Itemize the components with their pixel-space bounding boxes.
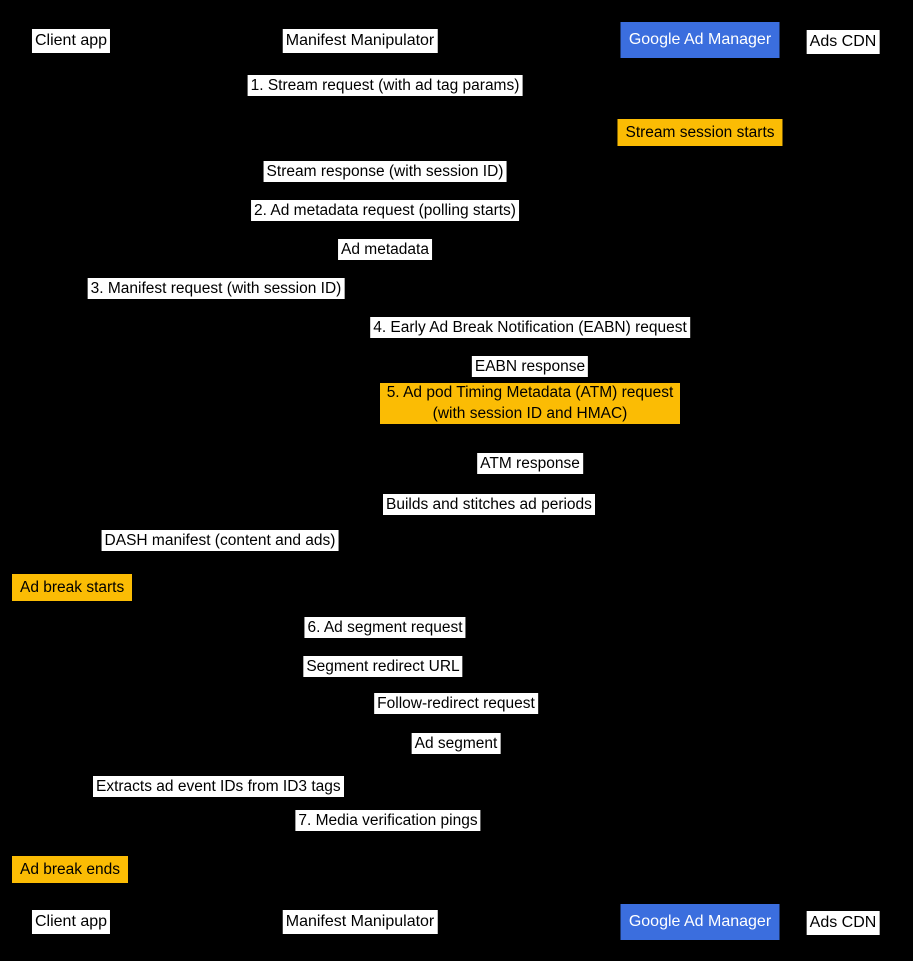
- message-stream-response: Stream response (with session ID): [264, 161, 507, 182]
- message-ad-metadata: Ad metadata: [338, 239, 432, 260]
- note-ad-break-ends: Ad break ends: [12, 856, 128, 883]
- message-media-verification-pings: 7. Media verification pings: [295, 810, 480, 831]
- message-follow-redirect-request: Follow-redirect request: [374, 693, 538, 714]
- lifeline-manifest-manipulator: [360, 58, 361, 904]
- lifeline-client-app: [71, 58, 72, 904]
- message-ad-segment-request: 6. Ad segment request: [304, 617, 465, 638]
- participant-bottom-ads-cdn: Ads CDN: [807, 911, 880, 935]
- participant-top-google-ad-manager: Google Ad Manager: [621, 22, 780, 58]
- message-atm-request-line2: (with session ID and HMAC): [432, 404, 628, 422]
- message-stream-request: 1. Stream request (with ad tag params): [248, 75, 523, 96]
- self-message-extracts-id3: Extracts ad event IDs from ID3 tags: [93, 776, 344, 797]
- participant-bottom-google-ad-manager: Google Ad Manager: [621, 904, 780, 940]
- self-message-builds-and-stitches: Builds and stitches ad periods: [383, 494, 595, 515]
- message-manifest-request: 3. Manifest request (with session ID): [88, 278, 345, 299]
- message-atm-request: [380, 383, 680, 424]
- lifeline-google-ad-manager: [700, 58, 701, 904]
- message-eabn-response: EABN response: [472, 356, 588, 377]
- participant-top-manifest-manipulator: Manifest Manipulator: [283, 29, 438, 53]
- participant-top-ads-cdn: Ads CDN: [807, 30, 880, 54]
- participant-bottom-manifest-manipulator: Manifest Manipulator: [283, 910, 438, 934]
- message-atm-response: ATM response: [477, 453, 583, 474]
- message-segment-redirect-url: Segment redirect URL: [303, 656, 462, 677]
- lifeline-ads-cdn: [843, 58, 844, 904]
- message-atm-request-line1: 5. Ad pod Timing Metadata (ATM) request: [386, 384, 674, 401]
- message-ad-segment: Ad segment: [412, 733, 501, 754]
- message-eabn-request: 4. Early Ad Break Notification (EABN) request: [370, 317, 690, 338]
- participant-top-client-app: Client app: [32, 29, 110, 53]
- note-stream-session-starts: Stream session starts: [617, 119, 782, 146]
- message-dash-manifest: DASH manifest (content and ads): [102, 530, 339, 551]
- note-ad-break-starts: Ad break starts: [12, 574, 132, 601]
- participant-bottom-client-app: Client app: [32, 910, 110, 934]
- message-ad-metadata-request: 2. Ad metadata request (polling starts): [251, 200, 519, 221]
